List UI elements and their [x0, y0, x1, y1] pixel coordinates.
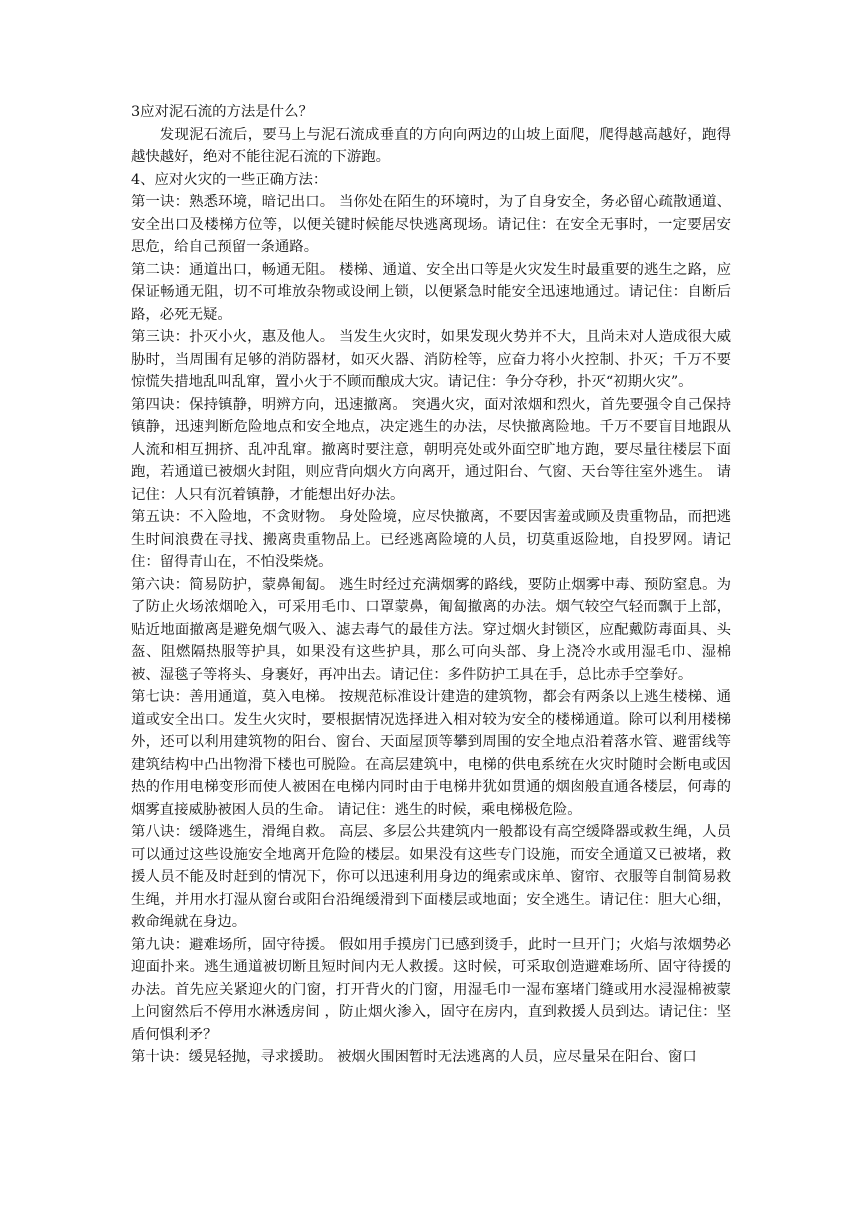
document-page [131, 101, 731, 1069]
fire-tip-3: 第三诀：扑灭小火，惠及他人。 当发生火灾时，如果发现火势并不大，且尚未对人造成很大威胁时，当周围有足够的消防器材，如灭火器、消防栓等，应奋力将小火控制、扑灭；千万不要惊慌失措地乱叫乱窜，置小火于不顾而酿成大灾。请记住：争分夺秒，扑灭“初期火灾”。 [131, 329, 731, 390]
fire-tip-2: 第二诀：通道出口，畅通无阻。 楼梯、通道、安全出口等是火灾发生时最重要的逃生之路，应保证畅通无阻，切不可堆放杂物或设闸上锁，以便紧急时能安全迅速地通过。请记住：自断后路，必死无疑。 [131, 261, 731, 323]
fire-tip-10: 第十诀：缓晃轻抛，寻求援助。 被烟火围困暂时无法逃离的人员，应尽量呆在阳台、窗口 [131, 1049, 697, 1065]
fire-tip-7: 第七诀：善用通道，莫入电梯。 按规范标准设计建造的建筑物，都会有两条以上逃生楼梯、通道或安全出口。发生火灾时，要根据情况选择进入相对较为安全的楼梯通道。除可以利用楼梯外，还可以利用建筑物的阳台、窗台、天面屋顶等攀到周围的安全地点沿着落水管、避雷线等建筑结构中凸出物滑下楼也可脱险。在高层建筑中，电梯的供电系统在火灾时随时会断电或因热的作用电梯变形而使人被困在电梯内同时由于电梯井犹如贯通的烟囱般直通各楼层，何毒的烟雾直接威胁被困人员的生命。 请记住：逃生的时候，乘电梯极危险。 [131, 689, 731, 818]
fire-tip-9: 第九诀：避难场所，固守待援。 假如用手摸房门已感到烫手，此时一旦开门；火焰与浓烟势必迎面扑来。逃生通道被切断且短时间内无人救援。这时候，可采取创造避难场所、固守待援的办法。首先应关紧迎火的门窗，打开背火的门窗，用湿毛巾一湿布塞堵门缝或用水浸湿棉被蒙上问窗然后不停用水淋透房间 ，防止烟火渗入，固守在房内，直到救援人员到达。请记住：坚盾何惧利矛？ [131, 936, 731, 1043]
fire-tip-1: 第一诀：熟悉环境，暗记出口。 当你处在陌生的环境时，为了自身安全，务必留心疏散通道、安全出口及楼梯方位等，以便关键时候能尽快逃离现场。请记住：在安全无事时，一定要居安思危，给自己预留一条通路。 [131, 194, 731, 255]
fire-tip-6: 第六诀：简易防护，蒙鼻匍匐。 逃生时经过充满烟雾的路线，要防止烟雾中毒、预防窒息。为了防止火场浓烟呛入，可采用毛巾、口罩蒙鼻，匍匐撤离的办法。烟气较空气轻而飘于上部，贴近地面撤离是避免烟气吸入、滤去毒气的最佳方法。穿过烟火封锁区，应配戴防毒面具、头盔、阻燃隔热服等护具，如果没有这些护具，那么可向头部、身上浇冷水或用湿毛巾、湿棉被、湿毯子等将头、身裹好，再冲出去。请记住：多件防护工具在手，总比赤手空拳好。 [131, 576, 731, 683]
fire-tip-4: 第四诀：保持镇静，明辨方向，迅速撤离。 突遇火灾，面对浓烟和烈火，首先要强令自己保持镇静，迅速判断危险地点和安全地点，决定逃生的办法，尽快撤离险地。千万不要盲目地跟从人流和相互拥挤、乱冲乱窜。撤离时要注意，朝明亮处或外面空旷地方跑，要尽量往楼层下面跑，若通道已被烟火封阻，则应背向烟火方向离开，通过阳台、气窗、天台等往室外逃生。 请记住：人只有沉着镇静，才能想出好办法。 [131, 396, 731, 503]
fire-tip-5: 第五诀：不入险地，不贪财物。 身处险境，应尽快撤离，不要因害羞或顾及贵重物品，而把逃生时间浪费在寻找、搬离贵重物品上。已经逃离险境的人员，切莫重返险地，自投罗网。请记住：留得青山在，不怕没柴烧。 [131, 509, 731, 570]
section-heading-mudflow: 3应对泥石流的方法是什么？ [131, 104, 313, 120]
section-heading-fire: 4、应对火灾的一些正确方法： [131, 171, 328, 188]
fire-tip-8: 第八诀：缓降逃生，滑绳自救。 高层、多层公共建筑内一般都设有高空缓降器或救生绳，人员可以通过这些设施安全地离开危险的楼层。如果没有这些专门设施，而安全通道又已被堵，救援人员不能及时赶到的情况下，你可以迅速利用身边的绳索或床单、窗帘、衣服等自制简易救生绳，并用水打湿从窗台或阳台沿绳缓滑到下面楼层或地面；安全逃生。请记住：胆大心细，救命绳就在身边。 [131, 824, 731, 930]
mudflow-paragraph: 发现泥石流后，要马上与泥石流成垂直的方向向两边的山坡上面爬，爬得越高越好，跑得越快越好，绝对不能往泥石流的下游跑。 [131, 126, 731, 165]
